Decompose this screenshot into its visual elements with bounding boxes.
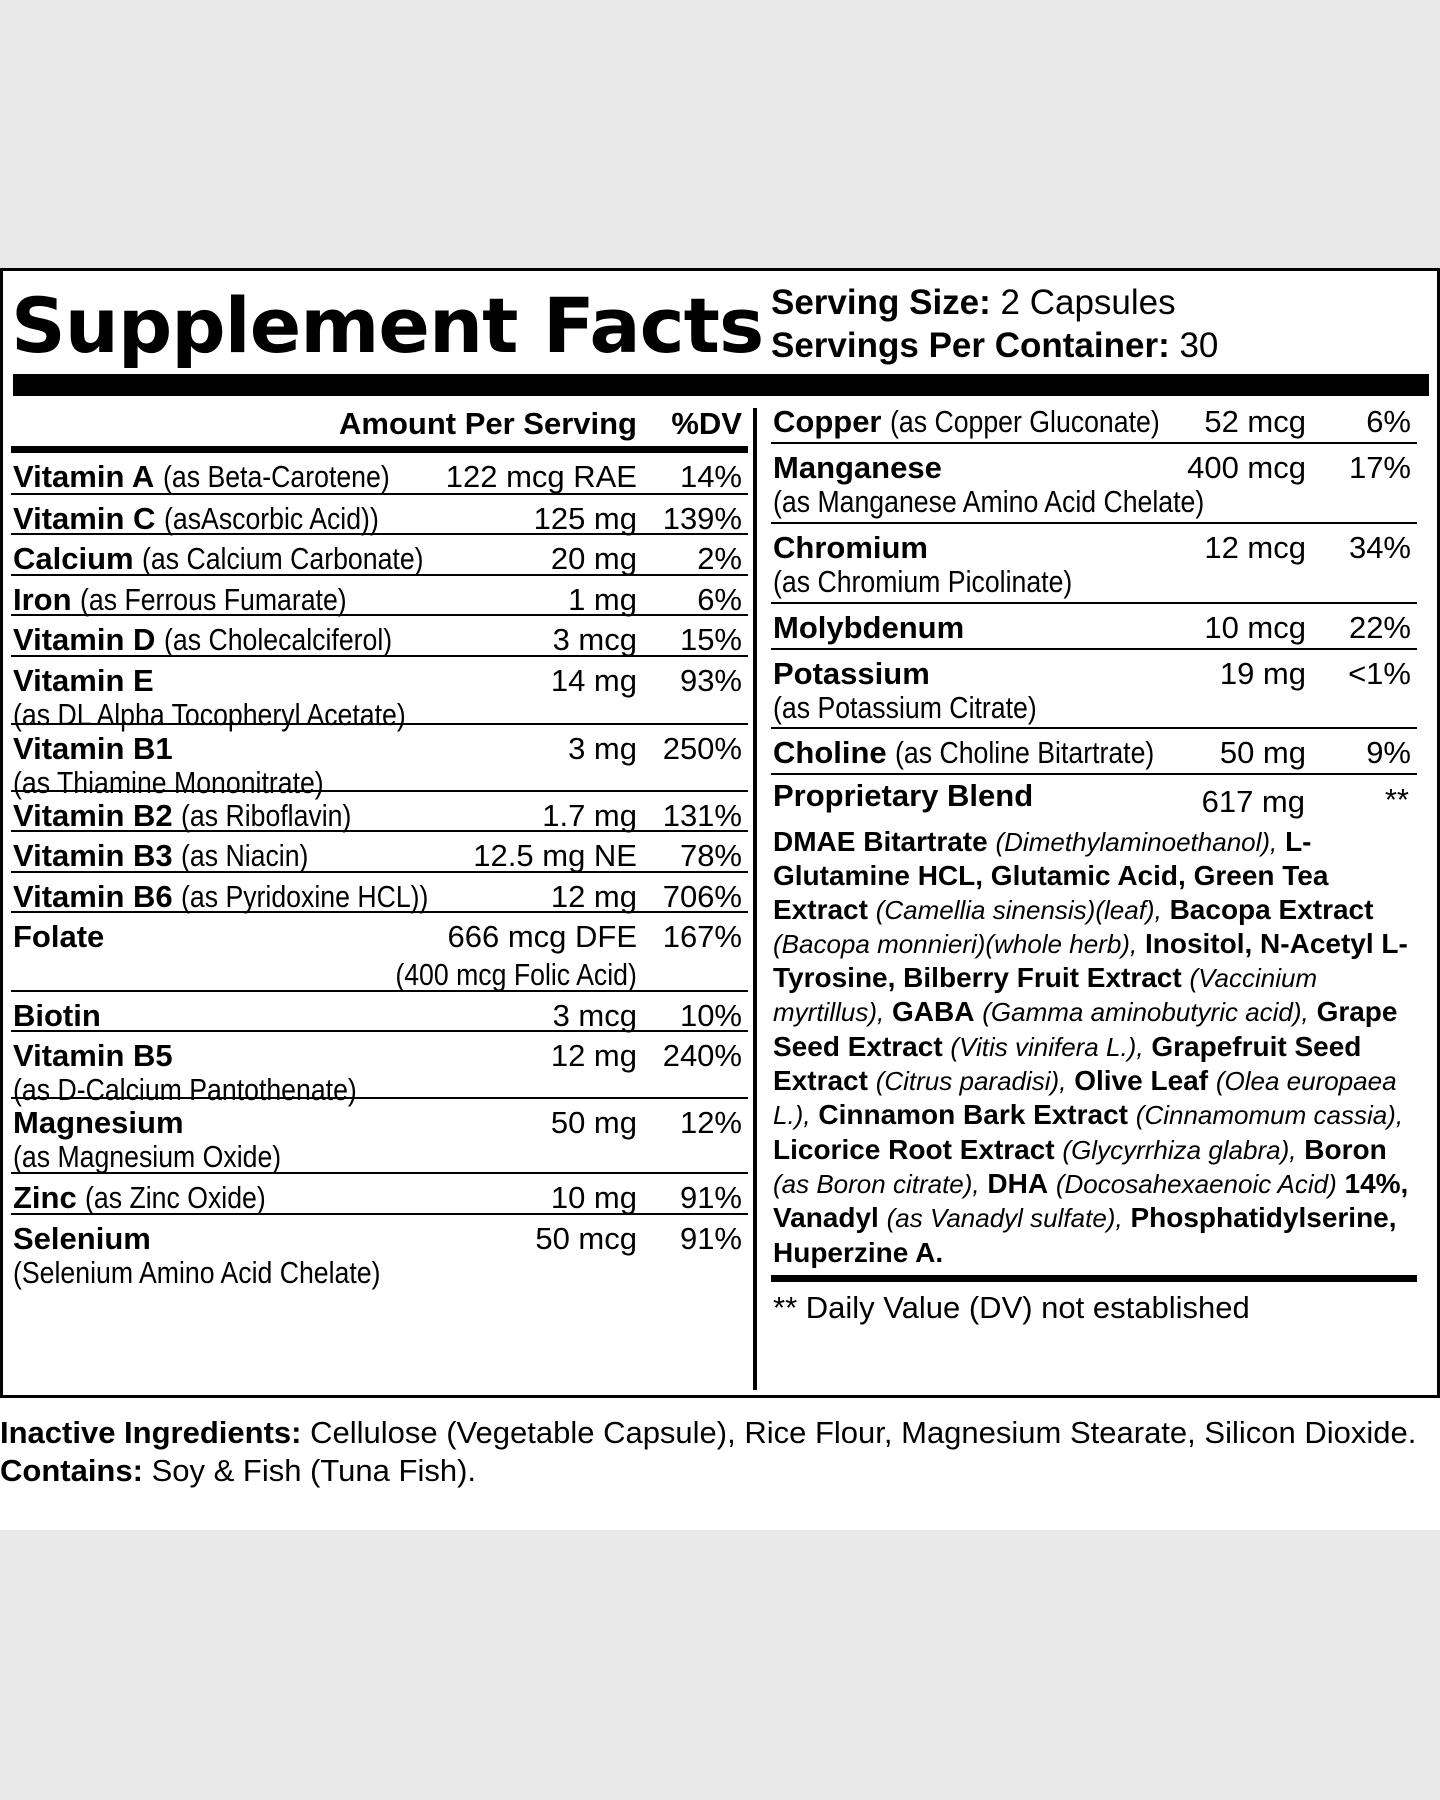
blend-ingredient-source: (Gamma aminobutyric acid), xyxy=(982,997,1309,1028)
blend-divider xyxy=(771,1275,1417,1282)
nutrient-row xyxy=(11,832,748,873)
nutrient-row xyxy=(11,576,748,616)
blend-ingredients xyxy=(773,825,1415,1269)
nutrient-label: Iron xyxy=(13,582,72,617)
nutrient-label: Calcium xyxy=(13,541,134,576)
nutrient-name xyxy=(13,798,379,834)
nutrient-dv: 91% xyxy=(679,1221,742,1256)
left-nutrient-list xyxy=(11,453,748,1290)
nutrient-row xyxy=(11,1032,748,1107)
nutrient-name xyxy=(13,838,329,874)
nutrient-dv: 14% xyxy=(679,459,742,494)
dv-header: %DV xyxy=(671,406,742,441)
nutrient-label: Vitamin B2 xyxy=(13,798,173,833)
nutrient-dv: 15% xyxy=(679,622,742,657)
nutrient-label: Biotin xyxy=(13,998,101,1033)
nutrient-amount: 12 mg xyxy=(550,879,637,914)
nutrient-label: Chromium xyxy=(773,530,928,565)
nutrient-source: (as Chromium Picolinate) xyxy=(773,564,1073,599)
nutrient-dv: 706% xyxy=(662,879,742,914)
nutrient-amount: 20 mg xyxy=(550,541,637,576)
blend-ingredient-source: (Docosahexaenoic Acid) xyxy=(1055,1168,1337,1199)
nutrient-dv: 91% xyxy=(679,1180,742,1215)
nutrient-label: Selenium xyxy=(13,1221,151,1256)
nutrient-name xyxy=(13,731,173,767)
heavy-divider xyxy=(13,374,1429,396)
blend-ingredient-source: (as Boron citrate), xyxy=(773,1168,980,1199)
nutrient-amount: 666 mcg DFE xyxy=(447,919,637,954)
nutrient-amount: 50 mcg xyxy=(535,1221,637,1256)
nutrient-dv: 6% xyxy=(697,582,742,617)
nutrient-source: (as Thiamine Mononitrate) xyxy=(13,765,324,800)
nutrient-row xyxy=(11,657,748,732)
nutrient-row xyxy=(11,616,748,657)
blend-ingredient: Bacopa Extract xyxy=(1169,893,1374,925)
blend-ingredient: Phosphatidylserine, Huperzine A. xyxy=(773,1202,1397,1268)
nutrient-amount: 12 mg xyxy=(550,1038,637,1073)
nutrient-dv: 17% xyxy=(1348,450,1411,485)
nutrient-source: (as Riboflavin) xyxy=(181,798,352,833)
nutrient-dv: 12% xyxy=(679,1105,742,1140)
nutrient-amount: 50 mg xyxy=(550,1105,637,1140)
nutrient-name xyxy=(13,459,427,495)
nutrient-amount: 12 mcg xyxy=(1204,530,1306,565)
nutrient-name xyxy=(13,582,390,618)
nutrient-amount: 10 mcg xyxy=(1204,610,1306,645)
page-title: Supplement Facts xyxy=(11,281,764,370)
nutrient-row xyxy=(771,444,1417,524)
nutrient-label: Vitamin B1 xyxy=(13,731,173,766)
blend-ingredient-source: (Cinnamomum cassia), xyxy=(1135,1100,1404,1131)
nutrient-dv: <1% xyxy=(1348,656,1411,691)
nutrient-dv: 6% xyxy=(1366,404,1411,439)
nutrient-source: (as Niacin) xyxy=(181,838,309,873)
nutrient-source: (asAscorbic Acid)) xyxy=(164,501,379,536)
nutrient-row xyxy=(11,873,748,913)
nutrient-amount: 1.7 mg xyxy=(542,798,637,833)
blend-ingredient-source: (Olea europaea L.), xyxy=(773,1066,1397,1131)
blend-ingredient: GABA xyxy=(892,996,975,1028)
nutrient-row xyxy=(11,913,748,992)
supplement-facts-panel xyxy=(0,268,1440,1398)
contains-label: Contains: xyxy=(0,1453,143,1488)
blend-ingredient: Boron xyxy=(1304,1133,1387,1165)
nutrient-amount: 3 mcg xyxy=(552,998,637,1033)
nutrient-source: (as D-Calcium Pantothenate) xyxy=(13,1072,357,1107)
nutrient-label: Vitamin E xyxy=(13,663,154,698)
nutrient-source: (as Magnesium Oxide) xyxy=(13,1139,282,1174)
blend-ingredient-source: (as Vanadyl sulfate), xyxy=(886,1203,1123,1234)
blend-dv: ** xyxy=(1384,782,1409,817)
nutrient-label: Zinc xyxy=(13,1180,77,1215)
nutrient-row xyxy=(771,604,1417,650)
inactive-value: Cellulose (Vegetable Capsule), Rice Flour, Magnesium Stearate, Silicon Dioxide. xyxy=(310,1415,1417,1450)
proprietary-blend xyxy=(771,775,1417,1269)
nutrient-row xyxy=(11,453,748,495)
nutrient-name xyxy=(13,1038,173,1074)
nutrient-dv: 22% xyxy=(1348,610,1411,645)
nutrient-source: (as Potassium Citrate) xyxy=(773,690,1037,725)
amount-header: Amount Per Serving xyxy=(339,406,637,441)
nutrient-source: (as Beta-Carotene) xyxy=(162,459,390,494)
nutrient-label: Potassium xyxy=(773,656,930,691)
nutrient-name xyxy=(773,404,1204,440)
nutrient-name xyxy=(13,919,104,955)
blend-ingredient-source: (Citrus paradisi), xyxy=(875,1066,1067,1097)
right-column xyxy=(771,398,1417,1326)
nutrient-name xyxy=(13,1221,151,1257)
nutrient-label: Vitamin B6 xyxy=(13,879,173,914)
nutrient-source: (as Manganese Amino Acid Chelate) xyxy=(773,484,1205,519)
nutrient-dv: 10% xyxy=(679,998,742,1033)
nutrient-name xyxy=(773,450,942,486)
blend-ingredient: L-Glutamine HCL, Glutamic Acid, Green Tea Extract xyxy=(773,826,1329,925)
nutrient-name xyxy=(13,879,469,915)
blend-ingredient-source: (Dimethylaminoethanol), xyxy=(995,827,1278,857)
contains-value: Soy & Fish (Tuna Fish). xyxy=(151,1453,477,1488)
nutrient-row xyxy=(11,1215,748,1290)
nutrient-source: (as Cholecalciferol) xyxy=(164,622,393,657)
contains-text xyxy=(0,1452,1420,1490)
blend-ingredient-source: (Bacopa monnieri)(whole herb), xyxy=(773,928,1138,959)
nutrient-dv: 2% xyxy=(697,541,742,576)
nutrient-label: Manganese xyxy=(773,450,942,485)
nutrient-source: (as Calcium Carbonate) xyxy=(142,541,424,576)
blend-ingredient-source: (Vaccinium myrtillus), xyxy=(773,963,1318,1028)
nutrient-name xyxy=(773,656,930,692)
nutrient-dv: 167% xyxy=(662,919,742,954)
dv-footnote: ** Daily Value (DV) not established xyxy=(773,1289,1250,1325)
nutrient-label: Vitamin D xyxy=(13,622,156,657)
blend-ingredient: DMAE Bitartrate xyxy=(773,826,988,857)
servings-per-container xyxy=(771,324,1218,367)
nutrient-label: Magnesium xyxy=(13,1105,184,1140)
nutrient-amount: 400 mcg xyxy=(1187,450,1306,485)
nutrient-label: Vitamin A xyxy=(13,459,155,494)
nutrient-dv: 139% xyxy=(662,501,742,536)
blend-ingredient: Licorice Root Extract xyxy=(773,1133,1055,1165)
nutrient-amount: 122 mcg RAE xyxy=(445,459,637,494)
nutrient-row xyxy=(11,535,748,576)
nutrient-label: Choline xyxy=(773,735,887,770)
nutrient-name xyxy=(773,610,964,646)
serving-size xyxy=(771,281,1218,324)
nutrient-dv: 93% xyxy=(679,663,742,698)
nutrient-row xyxy=(11,792,748,832)
nutrient-amount: 52 mcg xyxy=(1204,404,1306,439)
left-column xyxy=(11,398,748,1290)
blend-ingredient: Inositol, N-Acetyl L-Tyrosine, Bilberry Fruit Extract xyxy=(773,927,1408,994)
column-divider xyxy=(753,408,757,1390)
nutrient-row xyxy=(11,725,748,800)
blend-amount: 617 mg xyxy=(1201,784,1305,819)
nutrient-row xyxy=(771,398,1417,444)
nutrient-source: (as Ferrous Fumarate) xyxy=(80,582,347,617)
nutrient-amount: 19 mg xyxy=(1219,656,1306,691)
nutrient-label: Folate xyxy=(13,919,105,954)
nutrient-amount: 50 mg xyxy=(1219,735,1306,770)
blend-ingredient-source: (Glycyrrhiza glabra), xyxy=(1062,1134,1297,1165)
nutrient-name xyxy=(13,1180,296,1216)
serving-size-value: 2 Capsules xyxy=(1000,283,1176,322)
blend-ingredient: 14%, Vanadyl xyxy=(773,1167,1409,1234)
inactive-ingredients-text xyxy=(0,1414,1420,1452)
nutrient-name xyxy=(13,501,414,537)
nutrient-dv: 34% xyxy=(1348,530,1411,565)
nutrient-dv: 240% xyxy=(662,1038,742,1073)
blend-ingredient: Olive Leaf xyxy=(1074,1065,1209,1097)
nutrient-label: Vitamin C xyxy=(13,501,156,536)
blend-ingredient-source: (Vitis vinifera L.), xyxy=(950,1031,1144,1062)
nutrient-row xyxy=(771,524,1417,604)
nutrient-row xyxy=(771,729,1417,775)
nutrient-amount: 125 mg xyxy=(533,501,637,536)
blend-name: Proprietary Blend xyxy=(773,778,1034,813)
nutrient-dv: 9% xyxy=(1366,735,1411,770)
nutrient-source: (as DL Alpha Tocopheryl Acetate) xyxy=(13,697,406,732)
right-nutrient-list xyxy=(771,398,1417,775)
blend-ingredient: DHA xyxy=(987,1167,1049,1199)
nutrient-name xyxy=(13,663,154,699)
nutrient-source: (as Pyridoxine HCL)) xyxy=(181,879,429,914)
nutrient-name xyxy=(13,1105,184,1141)
blend-ingredient: Cinnamon Bark Extract xyxy=(818,1099,1128,1131)
blend-ingredient: Grapefruit Seed Extract xyxy=(773,1030,1362,1097)
nutrient-source: (as Choline Bitartrate) xyxy=(895,735,1155,770)
nutrient-label: Copper xyxy=(773,404,882,439)
serving-size-label: Serving Size: xyxy=(771,283,991,322)
nutrient-label: Molybdenum xyxy=(773,610,965,645)
nutrient-source: (as Zinc Oxide) xyxy=(85,1180,267,1215)
nutrient-amount: 14 mg xyxy=(550,663,637,698)
nutrient-name xyxy=(773,530,928,566)
nutrient-row xyxy=(11,495,748,535)
serving-info xyxy=(771,281,1218,367)
nutrient-dv: 78% xyxy=(679,838,742,873)
nutrient-dv: 250% xyxy=(662,731,742,766)
blend-ingredient-source: (Camellia sinensis)(leaf), xyxy=(875,894,1162,925)
column-header xyxy=(11,398,748,453)
blend-header xyxy=(773,779,1415,825)
nutrient-amount: 10 mg xyxy=(550,1180,637,1215)
nutrient-name xyxy=(13,622,429,658)
nutrient-row xyxy=(771,650,1417,729)
nutrient-amount: 1 mg xyxy=(568,582,637,617)
nutrient-amount: 12.5 mg NE xyxy=(473,838,637,873)
nutrient-name xyxy=(773,735,1197,771)
nutrient-label: Vitamin B5 xyxy=(13,1038,173,1073)
nutrient-name xyxy=(13,541,470,577)
nutrient-name xyxy=(13,998,101,1034)
nutrient-row xyxy=(11,1099,748,1174)
inactive-ingredients xyxy=(0,1414,1420,1490)
nutrient-source: (Selenium Amino Acid Chelate) xyxy=(13,1255,381,1290)
inactive-label: Inactive Ingredients: xyxy=(0,1415,302,1450)
nutrient-amount: 3 mg xyxy=(568,731,637,766)
nutrient-note: (400 mcg Folic Acid) xyxy=(395,957,637,992)
nutrient-label: Vitamin B3 xyxy=(13,838,173,873)
blend-ingredient: Grape Seed Extract xyxy=(773,996,1398,1062)
servings-value: 30 xyxy=(1179,326,1219,365)
nutrient-row xyxy=(11,1174,748,1215)
nutrient-amount: 3 mcg xyxy=(552,622,637,657)
servings-label: Servings Per Container: xyxy=(771,326,1170,365)
nutrient-row xyxy=(11,992,748,1032)
nutrient-dv: 131% xyxy=(662,798,742,833)
nutrient-source: (as Copper Gluconate) xyxy=(890,404,1160,439)
